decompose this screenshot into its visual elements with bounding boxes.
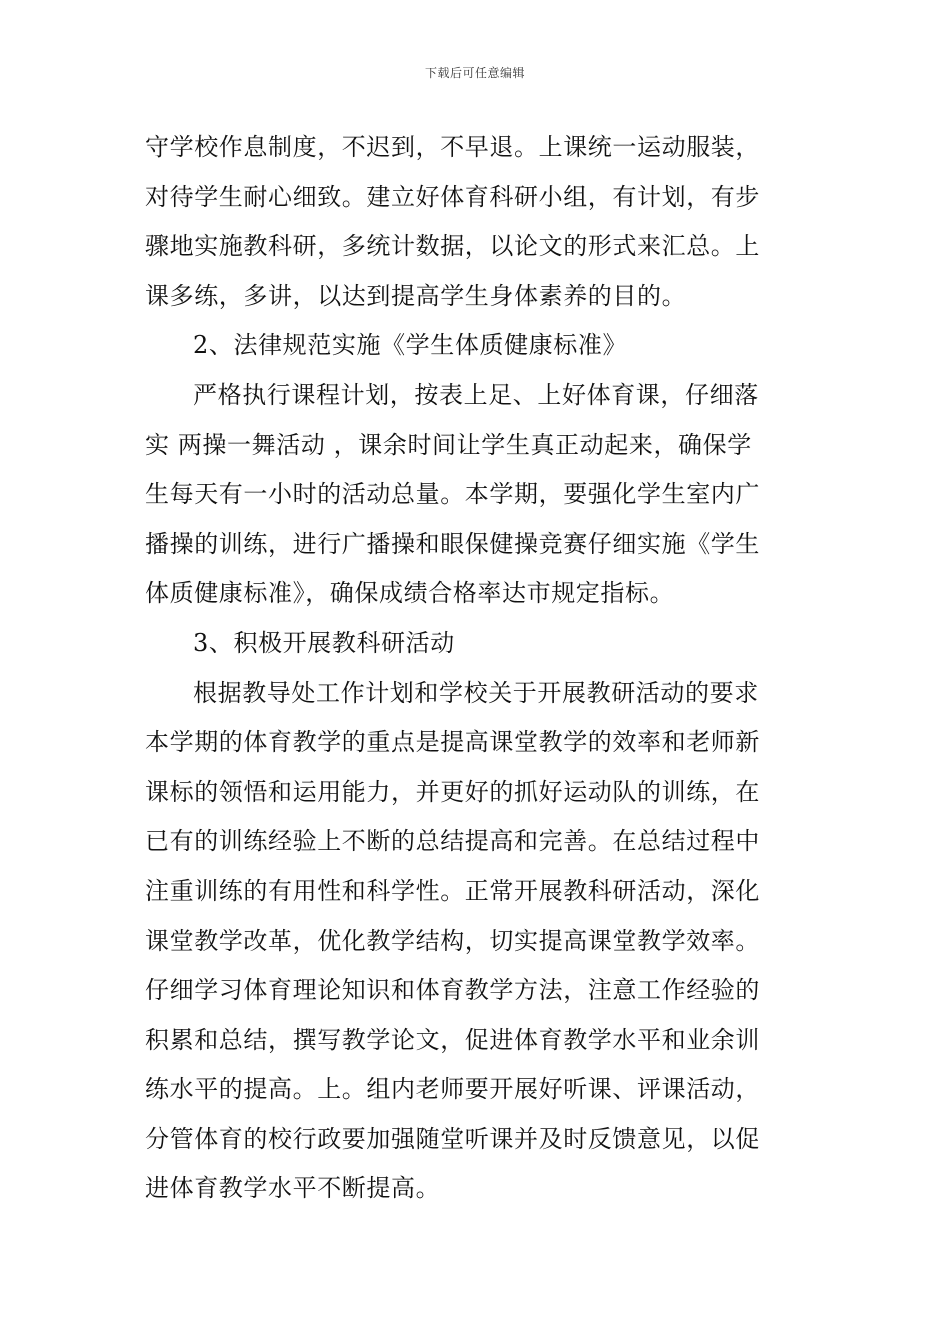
text-line: 体质健康标准》，确保成绩合格率达市规定指标。 <box>145 579 675 608</box>
text-line: 课堂教学改革，优化教学结构，切实提高课堂教学效率。 <box>145 926 760 955</box>
text-line: 守学校作息制度，不迟到，不早退。上课统一运动服装， <box>145 133 760 161</box>
text-line: 播操的训练，进行广播操和眼保健操竞赛仔细实施《学生 <box>145 529 760 558</box>
document-body <box>145 127 805 1218</box>
text-line: 对待学生耐心细致。建立好体育科研小组，有计划，有步 <box>145 182 760 211</box>
text-line: 严格执行课程计划，按表上足、上好体育课，仔细落 <box>193 380 759 409</box>
page-header: 下载后可任意编辑 <box>424 66 525 80</box>
text-line: 课标的领悟和运用能力，并更好的抓好运动队的训练，在 <box>145 777 760 806</box>
text-line: 仔细学习体育理论知识和体育教学方法，注意工作经验的 <box>145 976 760 1005</box>
text-line: 根据教导处工作计划和学校关于开展教研活动的要求 <box>193 678 759 707</box>
text-line: 本学期的体育教学的重点是提高课堂教学的效率和老师新 <box>145 728 760 757</box>
text-line: 积累和总结，撰写教学论文，促进体育教学水平和业余训 <box>145 1025 760 1054</box>
text-line: 进体育教学水平不断提高。 <box>145 1174 441 1203</box>
section-heading: 3、积极开展教科研活动 <box>193 628 455 657</box>
text-line: 已有的训练经验上不断的总结提高和完善。在总结过程中 <box>145 827 760 856</box>
text-line: 生每天有一小时的活动总量。本学期，要强化学生室内广 <box>145 480 760 509</box>
section-heading: 2、法律规范实施《学生体质健康标准》 <box>193 331 628 360</box>
text-line: 骤地实施教科研，多统计数据，以论文的形式来汇总。上 <box>145 232 760 261</box>
text-line: 实 两操一舞活动 ，课余时间让学生真正动起来，确保学 <box>145 430 752 459</box>
text-line: 课多练，多讲，以达到提高学生身体素养的目的。 <box>145 281 687 310</box>
text-line: 练水平的提高。上。组内老师要开展好听课、评课活动， <box>145 1075 760 1104</box>
text-line: 分管体育的校行政要加强随堂听课并及时反馈意见，以促 <box>145 1124 760 1153</box>
text-line: 注重训练的有用性和科学性。正常开展教科研活动，深化 <box>145 876 760 905</box>
